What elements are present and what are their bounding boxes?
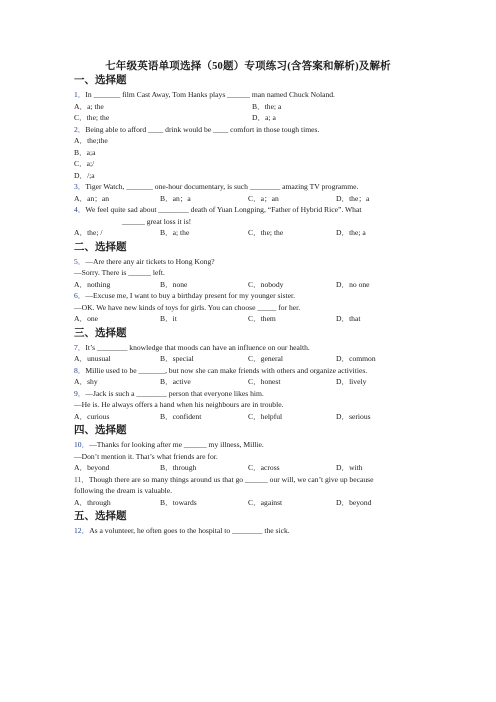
question-7 <box>74 342 434 354</box>
option-d[interactable]: D．beyond <box>336 497 372 507</box>
option-c[interactable]: C．against <box>248 497 283 507</box>
option-d[interactable]: D．a; a <box>252 113 276 122</box>
question-5 <box>74 256 434 268</box>
question-number: 7． <box>74 342 86 352</box>
option-c[interactable]: C．general <box>248 354 284 363</box>
option-d[interactable]: D．the；a <box>336 193 370 203</box>
option-c[interactable]: C．the; the <box>248 228 284 237</box>
section-heading: 五、选择题 <box>74 511 127 522</box>
question-number: 12． <box>74 526 90 535</box>
options-row <box>74 313 434 325</box>
options-row <box>74 227 434 239</box>
option-b[interactable]: B．a; the <box>160 228 190 237</box>
option-a[interactable]: A．a; the <box>74 101 104 111</box>
question-list <box>74 72 434 537</box>
question-text-continued: —Sorry. There is ______ left. <box>74 268 165 277</box>
options-row <box>74 462 434 474</box>
question-number: 6． <box>74 291 86 300</box>
question-text: In _______ film Cast Away, Tom Hanks plays ______ man named Chuck Noland. <box>85 90 335 99</box>
option-b[interactable]: B．the; a <box>252 101 282 111</box>
options-row <box>74 376 434 388</box>
question-text: Millie used to be _______, but now she can make friends with others and organize activities. <box>85 365 368 375</box>
options-row <box>74 101 434 113</box>
option-b[interactable]: B．an；a <box>160 193 191 203</box>
option-a[interactable]: A．shy <box>74 377 98 386</box>
option-a[interactable]: A．the;the <box>74 136 108 145</box>
option-a[interactable]: A．one <box>74 314 99 323</box>
document-title: 七年级英语单项选择（50题）专项练习(含答案和解析)及解析 <box>105 61 391 72</box>
option-b[interactable]: B．none <box>160 279 188 289</box>
question-number: 8． <box>74 365 86 375</box>
question-text: —Are there any air tickets to Hong Kong? <box>85 256 215 266</box>
options-row <box>74 353 434 365</box>
options-row <box>74 497 434 509</box>
question-number: 11． <box>74 474 89 484</box>
section-heading: 一、选择题 <box>74 75 127 86</box>
option-d[interactable]: D．that <box>336 314 361 323</box>
option-c[interactable]: C．across <box>248 463 280 472</box>
option-b[interactable]: B．through <box>160 463 197 472</box>
question-9 <box>74 388 434 400</box>
option-d[interactable]: D．no one <box>336 279 370 289</box>
question-text-continued: ______ great loss it is! <box>122 216 192 226</box>
question-text-continued: —OK. We have new kinds of toys for girls. You can choose _____ for her. <box>74 302 301 312</box>
question-text: We feel quite sad about ________ death of Yuan Longping, “Father of Hybrid Rice”. What <box>85 205 362 214</box>
question-10 <box>74 439 434 451</box>
option-c[interactable]: C．a；an <box>248 193 279 203</box>
option-a[interactable]: A．nothing <box>74 279 111 289</box>
question-number: 1． <box>74 90 86 99</box>
option-c[interactable]: C．them <box>248 314 276 323</box>
option-b[interactable]: B．special <box>160 354 194 363</box>
question-text: Being able to afford ____ drink would be ____ comfort in those tough times. <box>85 124 320 134</box>
question-text: Tiger Watch, _______ one-hour documentary, is such ________ amazing TV programme. <box>85 182 359 191</box>
options-row <box>74 279 434 291</box>
option-c[interactable]: C．the; the <box>74 113 110 122</box>
question-12 <box>74 525 434 537</box>
option-a[interactable]: A．through <box>74 497 111 507</box>
option-a[interactable]: A．curious <box>74 411 110 421</box>
option-d[interactable]: D．with <box>336 463 363 472</box>
options-row <box>74 411 434 423</box>
option-d[interactable]: D．lively <box>336 377 367 386</box>
question-number: 10． <box>74 440 90 449</box>
section-heading: 四、选择题 <box>74 425 127 436</box>
question-2 <box>74 124 434 136</box>
question-number: 9． <box>74 388 86 398</box>
section-heading: 三、选择题 <box>74 327 127 339</box>
option-b[interactable]: B．it <box>160 314 177 323</box>
question-number: 2． <box>74 124 86 134</box>
option-b[interactable]: B．a;a <box>74 147 96 157</box>
question-text: Though there are so many things around us that go ______ our will, we can’t give up because <box>88 474 374 484</box>
option-c[interactable]: C．honest <box>248 377 281 386</box>
option-b[interactable]: B．confident <box>160 411 202 421</box>
question-number: 3． <box>74 182 86 191</box>
question-text: —Excuse me, I want to buy a birthday present for my younger sister. <box>85 291 296 300</box>
option-d[interactable]: D．/;a <box>74 170 95 180</box>
option-c[interactable]: C．a;/ <box>74 159 95 168</box>
question-4 <box>74 204 434 216</box>
question-text-continued: following the dream is valuable. <box>74 486 173 495</box>
options-row <box>74 193 434 205</box>
question-number: 4． <box>74 205 86 214</box>
option-a[interactable]: A．the; / <box>74 228 103 237</box>
option-b[interactable]: B．towards <box>160 497 197 507</box>
question-11 <box>74 474 434 486</box>
option-a[interactable]: A．an；an <box>74 193 110 203</box>
option-d[interactable]: D．the; a <box>336 228 366 237</box>
section-heading: 二、选择题 <box>74 241 127 253</box>
question-text-continued: —He is. He always offers a hand when his neighbours are in trouble. <box>74 400 284 409</box>
question-6 <box>74 290 434 302</box>
question-number: 5． <box>74 256 86 266</box>
option-a[interactable]: A．beyond <box>74 463 110 472</box>
question-3 <box>74 181 434 193</box>
option-d[interactable]: D．common <box>336 354 376 363</box>
option-c[interactable]: C．nobody <box>248 279 284 289</box>
option-a[interactable]: A．unusual <box>74 354 111 363</box>
question-8 <box>74 365 434 377</box>
question-text: —Thanks for looking after me ______ my illness, Millie. <box>89 440 264 449</box>
question-text-continued: —Don’t mention it. That’s what friends are for. <box>74 451 218 461</box>
question-1 <box>74 89 434 101</box>
question-text: As a volunteer, he often goes to the hospital to ________ the sick. <box>89 526 290 535</box>
question-text: —Jack is such a ________ person that everyone likes him. <box>85 388 264 398</box>
options-row <box>74 112 434 124</box>
option-c[interactable]: C．helpful <box>248 411 283 421</box>
question-text: It’s ________ knowledge that moods can have an influence on our health. <box>85 342 310 352</box>
option-b[interactable]: B．active <box>160 377 191 386</box>
option-d[interactable]: D．serious <box>336 411 371 421</box>
